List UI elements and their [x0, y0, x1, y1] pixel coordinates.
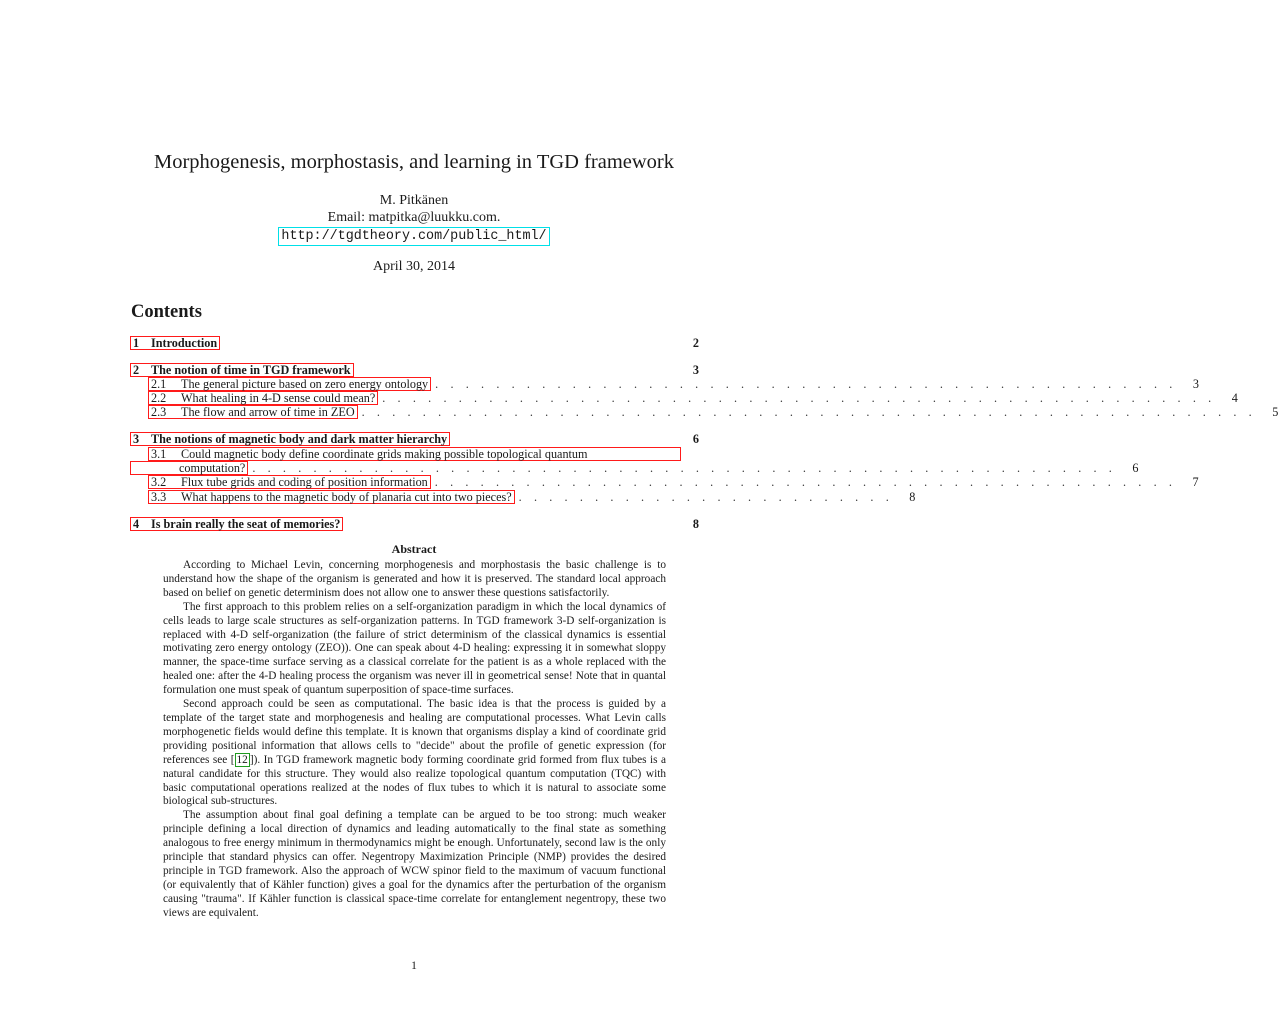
- citation-link[interactable]: 12: [236, 753, 248, 766]
- toc-item-coordinate-grids: [128, 447, 699, 461]
- toc-page: 7: [1192, 475, 1199, 489]
- abstract-text: ]). In TGD framework magnetic body forming coordinate grid formed from flux tubes is a natural candidate for this structure. They would also realize topological quantum computation (TQC) with basic computational operations realized at the nodes of flux tubes to which it is natural to associate some biological sub-structures.: [163, 753, 666, 808]
- toc-number: 4: [133, 517, 140, 531]
- toc-page: 4: [1231, 391, 1238, 405]
- toc-leader: . . . . . . . . . . . . . . . . . . . . . . . . .: [518, 490, 894, 504]
- toc-number: 3.3: [151, 490, 167, 504]
- abstract-paragraph: According to Michael Levin, concerning morphogenesis and morphostasis the basic challenge is to understand how the shape of the organism is generated and how it is preserved. The standard local approach based on belief on genetic determinism does not allow one to answer these questions satisfactorily.: [163, 559, 666, 599]
- toc-item-magnetic-body: [128, 432, 699, 446]
- abstract-paragraph: [163, 698, 666, 809]
- toc-leader: . . . . . . . . . . . . . . . . . . . . . . . . . . . . . . . . . . . . . . . . . . . . . . . . . . . . . . . . . . .: [361, 405, 1257, 419]
- toc-title: Is brain really the seat of memories?: [151, 517, 341, 531]
- paper-title: Morphogenesis, morphostasis, and learning in TGD framework: [154, 151, 674, 173]
- page-number: 1: [411, 960, 417, 972]
- toc-title: Could magnetic body define coordinate grids making possible topological quantum: [181, 447, 588, 461]
- toc-link-planaria[interactable]: [148, 490, 515, 504]
- toc-item-coordinate-grids-cont: [128, 461, 1139, 475]
- toc-number: 3.1: [151, 447, 167, 461]
- homepage-link[interactable]: http://tgdtheory.com/public_html/: [278, 227, 549, 246]
- toc-title: The general picture based on zero energy ontology: [181, 377, 429, 391]
- toc-title: The flow and arrow of time in ZEO: [181, 405, 355, 419]
- toc-item-introduction: [128, 336, 699, 350]
- toc-item-zero-energy: [128, 377, 1199, 391]
- toc-page: 3: [692, 363, 699, 377]
- toc-leader: . . . . . . . . . . . . . . . . . . . . . . . . . . . . . . . . . . . . . . . . . . . . . . . . .: [435, 377, 1177, 391]
- toc-page: 2: [692, 336, 699, 350]
- toc-number: 1: [133, 336, 140, 350]
- toc-link-flux-tube-grids[interactable]: [148, 475, 431, 489]
- toc-leader: . . . . . . . . . . . . . . . . . . . . . . . . . . . . . . . . . . . . . . . . . . . . . . . . . . . . . . . . .: [252, 461, 1117, 475]
- abstract-paragraph: The assumption about final goal defining a template can be argued to be too strong: much weaker principle defining a local direction of dynamics and leading automatically to the final state as something analogous to free energy minimum in thermodynamics might be enough. Unfortunately, second law is the only principle that standard physics can offer. Negentropy Maximization Principle (NMP) provides the desired principle in TGD framework. Also the approach of WCW spinor field to the maximum of vacuum functional (or equivalently that of Kähler function) gives a goal for the dynamics after the perturbation of the organism causing "trauma". If Kähler function is classical space-time correlate for entanglement negentropy, these two views are equivalent.: [163, 809, 666, 919]
- toc-page: 5: [1272, 405, 1278, 419]
- email: Email: matpitka@luukku.com.: [327, 210, 501, 225]
- toc-link-coordinate-grids[interactable]: [148, 447, 681, 461]
- toc-link-healing[interactable]: [148, 391, 378, 405]
- toc-number: 2: [133, 363, 140, 377]
- toc-number: 2.2: [151, 391, 167, 405]
- toc-page: 8: [692, 517, 699, 531]
- toc-title: The notion of time in TGD framework: [151, 363, 351, 377]
- toc-page: 3: [1192, 377, 1199, 391]
- toc-leader: . . . . . . . . . . . . . . . . . . . . . . . . . . . . . . . . . . . . . . . . . . . . . . . . . . . . . . .: [382, 391, 1216, 405]
- toc-link-magnetic-body[interactable]: [130, 432, 450, 446]
- abstract-text: Second approach could be seen as computational. The basic idea is that the process is guided by a template of the target state and morphogenesis and healing are computational processes. What Levin calls morphogenetic fields would define this template. It is known that organisms display a kind of coordinate grid providing positional information that allows cells to "decide" about the profile of genetic expression (for references see [: [163, 698, 666, 766]
- toc-item-flux-tube-grids: [128, 475, 1199, 489]
- toc-page: 6: [1132, 461, 1139, 475]
- toc-link-coordinate-grids-cont[interactable]: [130, 461, 248, 475]
- date: April 30, 2014: [372, 259, 456, 274]
- abstract-body: [163, 559, 666, 921]
- toc-title: Flux tube grids and coding of position information: [181, 475, 428, 489]
- toc-page: 8: [909, 490, 916, 504]
- toc-link-time[interactable]: [130, 363, 354, 377]
- toc-title: What happens to the magnetic body of planaria cut into two pieces?: [181, 490, 512, 504]
- abstract-heading: Abstract: [391, 542, 437, 556]
- toc-link-introduction[interactable]: [130, 336, 220, 350]
- toc-title: The notions of magnetic body and dark matter hierarchy: [151, 432, 448, 446]
- toc-item-healing: [128, 391, 1238, 405]
- toc-item-brain-memories: [128, 517, 699, 531]
- toc-link-brain-memories[interactable]: [130, 517, 343, 531]
- author: M. Pitkänen: [379, 193, 449, 208]
- toc-title: Introduction: [151, 336, 218, 350]
- toc-title: computation?: [179, 461, 246, 475]
- toc-number: 3: [133, 432, 140, 446]
- toc-item-planaria: [128, 490, 916, 504]
- toc-number: 2.3: [151, 405, 167, 419]
- toc-number: 3.2: [151, 475, 167, 489]
- toc-page: 6: [692, 432, 699, 446]
- toc-link-arrow-of-time[interactable]: [148, 405, 358, 419]
- toc-title: What healing in 4-D sense could mean?: [181, 391, 376, 405]
- toc-item-arrow-of-time: [128, 405, 1278, 419]
- toc-item-time: [128, 363, 699, 377]
- toc-number: 2.1: [151, 377, 167, 391]
- toc-link-zero-energy[interactable]: [148, 377, 431, 391]
- url-line: [0, 227, 828, 246]
- contents-heading: Contents: [131, 302, 202, 322]
- toc-leader: . . . . . . . . . . . . . . . . . . . . . . . . . . . . . . . . . . . . . . . . . . . . . . . . .: [434, 475, 1177, 489]
- abstract-paragraph: The first approach to this problem relies on a self-organization paradigm in which the local dynamics of cells leads to large scale structures as self-organization patterns. In TGD framework 3-D self-organization is replaced with 4-D self-organization (the failure of strict determinism of the classical dynamics is essential motivating zero energy ontology (ZEO)). One can speak about 4-D healing: expressing it in somewhat sloppy manner, the space-time surface serving as a classical correlate for the patient is as a whole replaced with the healed one: after the 4-D healing process the organism was never ill in geometrical sense! Note that in quantal formulation one must speak of quantum superposition of space-time surfaces.: [163, 600, 666, 697]
